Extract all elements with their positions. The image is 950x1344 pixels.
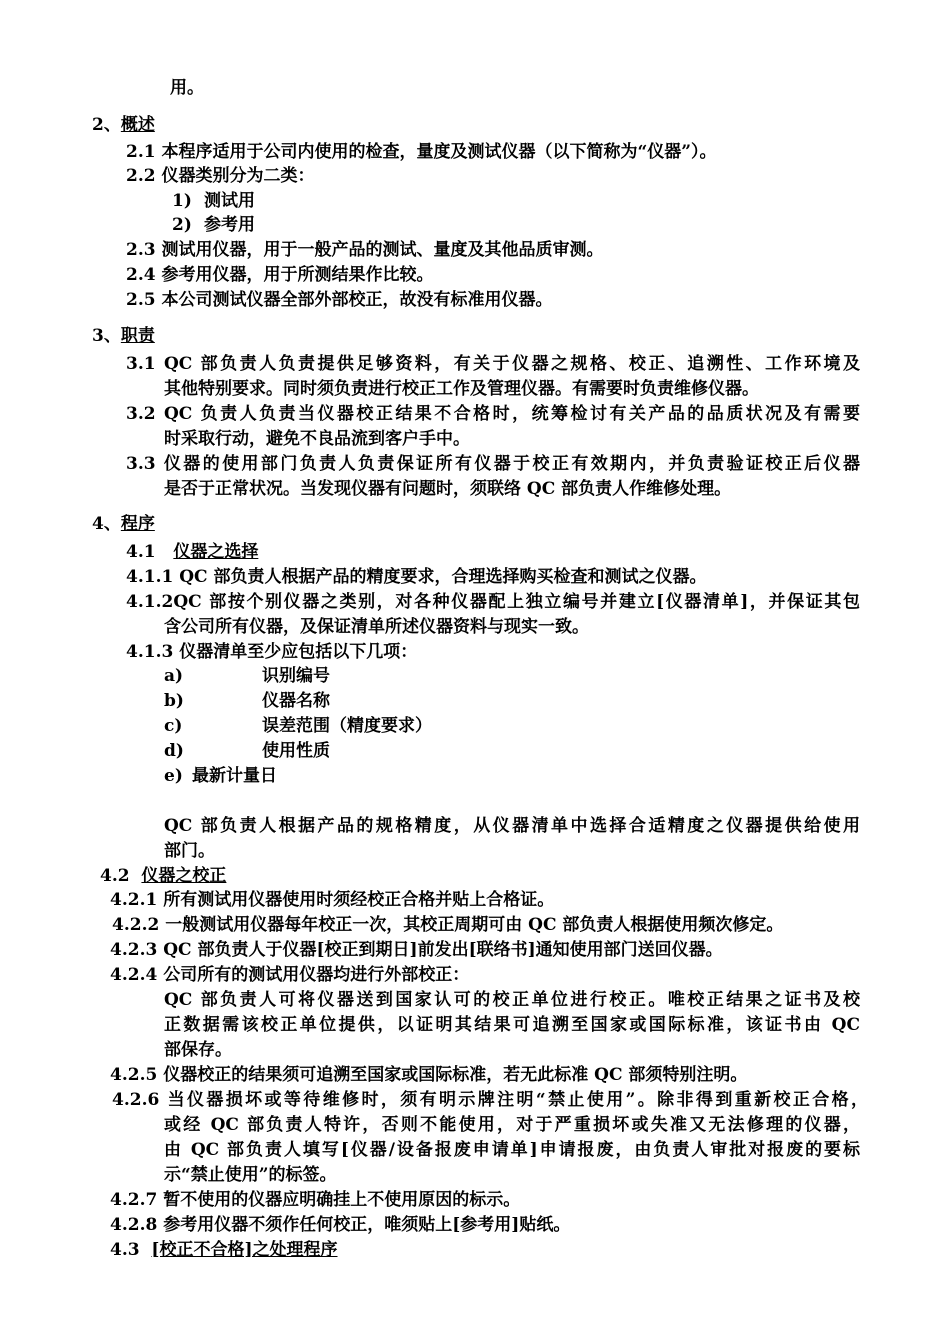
list-item-number: 1) <box>172 191 192 211</box>
list-item <box>164 689 330 713</box>
subsection-4-1-number: 4.1 <box>126 542 174 562</box>
list-item-text: 仪器名称 <box>262 691 330 711</box>
list-item <box>164 664 330 688</box>
list-item-letter: c) <box>164 716 183 736</box>
clause-3-2-line-2: 时采取行动，避免不良品流到客户手中。 <box>164 429 470 449</box>
clause-3-1-line-1: 3.1 QC 部负责人负责提供足够资料，有关于仪器之规格、校正、追溯性、工作环境及 <box>126 354 860 374</box>
section-3-heading <box>92 324 155 348</box>
clause-4-1-2-line-1: 4.1.2QC 部按个别仪器之类别，对各种仪器配上独立编号并建立[仪器清单]，并保证其包 <box>126 592 860 612</box>
list-item-text: 测试用 <box>204 191 255 211</box>
list-item <box>172 213 255 237</box>
clause-4-1-1: 4.1.1 QC 部负责人根据产品的精度要求，合理选择购买检查和测试之仪器。 <box>126 567 707 587</box>
section-4-heading <box>92 512 155 536</box>
section-3-title: 职责 <box>120 326 155 346</box>
clause-3-3-line-2: 是否于正常状况。当发现仪器有问题时，须联络 QC 部负责人作维修处理。 <box>164 479 732 499</box>
list-item-number: 2) <box>172 215 192 235</box>
clause-4-2-6-line-1: 4.2.6 当仪器损坏或等待维修时，须有明示牌注明“禁止使用”。除非得到重新校正合格， <box>112 1090 868 1110</box>
clause-4-1-2-line-2: 含公司所有仪器，及保证清单所述仪器资料与现实一致。 <box>164 617 589 637</box>
clause-4-2-6-line-3: 由 QC 部负责人填写[仪器/设备报废申请单]申请报废，由负责人审批对报废的要标 <box>164 1140 860 1160</box>
clause-3-1-line-2: 其他特别要求。同时须负责进行校正工作及管理仪器。有需要时负责维修仪器。 <box>164 379 759 399</box>
list-item-letter: b) <box>164 691 184 711</box>
clause-4-2-1: 4.2.1 所有测试用仪器使用时须经校正合格并贴上合格证。 <box>110 890 555 910</box>
clause-2-2: 2.2 仪器类别分为二类： <box>126 166 315 186</box>
list-item-text: 使用性质 <box>262 741 330 761</box>
subsection-4-3-heading <box>110 1238 338 1262</box>
section-2-title: 概述 <box>120 115 155 135</box>
clause-4-2-4: 4.2.4 公司所有的测试用仪器均进行外部校正： <box>110 965 470 985</box>
section-4-number: 4、 <box>92 514 121 534</box>
subsection-4-3-title: [校正不合格]之处理程序 <box>151 1240 338 1260</box>
clause-4-2-8: 4.2.8 参考用仪器不须作任何校正，唯须贴上[参考用]贴纸。 <box>110 1215 571 1235</box>
clause-4-1-3: 4.1.3 仪器清单至少应包括以下几项： <box>126 642 418 662</box>
subsection-4-2-heading <box>100 864 226 888</box>
subsection-4-2-title: 仪器之校正 <box>141 866 227 886</box>
list-item-letter: a) <box>164 666 184 686</box>
list-item-letter: d) <box>164 741 184 761</box>
list-item-text: 参考用 <box>204 215 255 235</box>
subsection-4-1-title: 仪器之选择 <box>173 542 259 562</box>
clause-3-3-line-1: 3.3 仪器的使用部门负责人负责保证所有仪器于校正有效期内，并负责验证校正后仪器 <box>126 454 860 474</box>
clause-4-2-7: 4.2.7 暂不使用的仪器应明确挂上不使用原因的标示。 <box>110 1190 521 1210</box>
list-item-letter: e) <box>164 766 183 786</box>
list-item-text: 误差范围（精度要求） <box>262 716 432 736</box>
clause-4-2-2: 4.2.2 一般测试用仪器每年校正一次，其校正周期可由 QC 部负责人根据使用频次修定。 <box>112 915 784 935</box>
clause-2-1: 2.1 本程序适用于公司内使用的检查，量度及测试仪器（以下简称为“仪器”）。 <box>126 142 717 162</box>
list-item <box>172 189 255 213</box>
clause-4-2-4-line-2: 正数据需该校正单位提供，以证明其结果可追溯至国家或国际标准，该证书由 QC <box>164 1015 860 1035</box>
section-3-number: 3、 <box>92 326 121 346</box>
subsection-4-3-number: 4.3 <box>110 1240 152 1260</box>
clause-4-2-4-line-3: 部保存。 <box>164 1040 232 1060</box>
intro-tail: 用。 <box>170 78 204 98</box>
list-item <box>164 764 277 788</box>
clause-4-2-6-line-4: 示“禁止使用”的标签。 <box>164 1165 337 1185</box>
subsection-4-2-number: 4.2 <box>100 866 142 886</box>
selection-note-line-2: 部门。 <box>164 841 215 861</box>
list-item <box>164 739 330 763</box>
clause-4-2-6-line-2: 或经 QC 部负责人特许，否则不能使用，对于严重损坏或失准又无法修理的仪器， <box>164 1115 860 1135</box>
clause-2-5: 2.5 本公司测试仪器全部外部校正，故没有标准用仪器。 <box>126 290 553 310</box>
selection-note-line-1: QC 部负责人根据产品的规格精度，从仪器清单中选择合适精度之仪器提供给使用 <box>164 816 860 836</box>
section-4-title: 程序 <box>120 514 155 534</box>
section-2-number: 2、 <box>92 115 121 135</box>
clause-4-2-3: 4.2.3 QC 部负责人于仪器[校正到期日]前发出[联络书]通知使用部门送回仪器。 <box>110 940 723 960</box>
subsection-4-1-heading <box>126 540 258 564</box>
clause-3-2-line-1: 3.2 QC 负责人负责当仪器校正结果不合格时，统筹检讨有关产品的品质状况及有需要 <box>126 404 860 424</box>
list-item-text: 最新计量日 <box>192 766 277 786</box>
clause-4-2-5: 4.2.5 仪器校正的结果须可追溯至国家或国际标准，若无此标准 QC 部须特别注明。 <box>110 1065 748 1085</box>
clause-4-2-4-line-1: QC 部负责人可将仪器送到国家认可的校正单位进行校正。唯校正结果之证书及校 <box>164 990 860 1010</box>
section-2-heading <box>92 113 155 137</box>
list-item <box>164 714 432 738</box>
clause-2-4: 2.4 参考用仪器，用于所测结果作比较。 <box>126 265 434 285</box>
clause-2-3: 2.3 测试用仪器，用于一般产品的测试、量度及其他品质审测。 <box>126 240 604 260</box>
list-item-text: 识别编号 <box>262 666 330 686</box>
